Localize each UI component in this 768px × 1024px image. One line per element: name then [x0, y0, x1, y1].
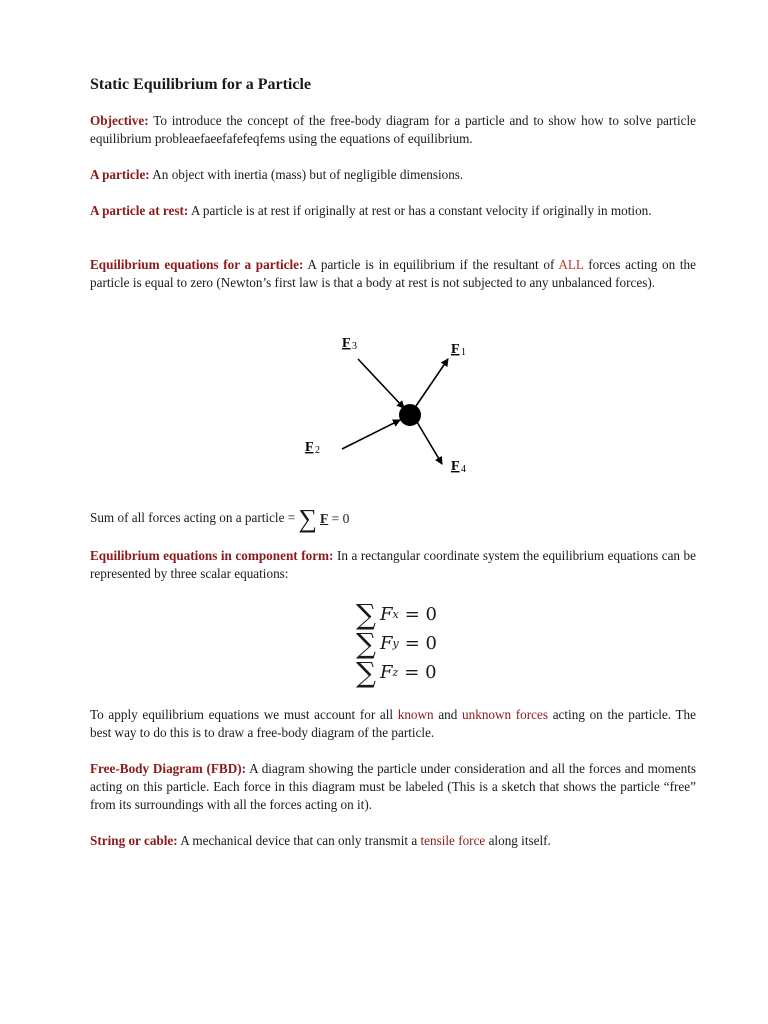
label-f1-sub: 1: [461, 347, 466, 358]
fbd-paragraph: [90, 760, 696, 814]
force-z: F: [380, 662, 393, 683]
force-diagram: [300, 326, 490, 476]
particle-at-rest-text: A particle is at rest if originally at rest or has a constant velocity if originally in motion.: [190, 203, 652, 218]
particle-at-rest-paragraph: [90, 202, 696, 220]
rest-x: = 0: [404, 604, 437, 625]
equation-x: [356, 597, 476, 631]
string-paragraph: [90, 832, 696, 850]
label-f2: F: [305, 440, 314, 455]
sigma-y: ∑: [356, 626, 376, 660]
equilibrium-text-before: A particle is in equilibrium if the resultant of: [307, 257, 555, 272]
component-form-term: Equilibrium equations in component form:: [90, 548, 334, 563]
sum-equals: = 0: [331, 510, 350, 526]
sub-x: x: [392, 608, 399, 621]
sigma-z: ∑: [356, 655, 376, 689]
sum-of-forces-line: [90, 500, 349, 537]
sum-equation: [298, 501, 349, 537]
page-title: Static Equilibrium for a Particle: [90, 76, 312, 93]
particle-text: An object with inertia (mass) but of negligible dimensions.: [152, 167, 464, 182]
component-equations: [356, 597, 476, 689]
label-f3: F: [342, 336, 351, 351]
apply-text-after: acting on the particle. The best way to do this is to draw a free-body diagram of the particle.: [90, 707, 696, 740]
label-f2-sub: 2: [315, 445, 320, 456]
label-f1: F: [451, 342, 460, 357]
force-arrow-f3: [358, 359, 404, 408]
label-f4-sub: 4: [461, 464, 466, 475]
equilibrium-highlight: ALL: [558, 257, 584, 272]
component-form-paragraph: [90, 547, 696, 583]
force-arrow-f2: [342, 420, 400, 449]
objective-term: Objective:: [90, 113, 149, 128]
objective-paragraph: [90, 112, 696, 148]
sub-z: z: [392, 666, 399, 679]
apply-text-before: To apply equilibrium equations we must account for all: [90, 707, 394, 722]
sigma-symbol: ∑: [298, 503, 318, 533]
equilibrium-paragraph: [90, 256, 696, 292]
force-arrow-f4: [417, 422, 442, 464]
equation-z: [356, 655, 476, 689]
apply-known: known: [397, 707, 434, 722]
equilibrium-text-after: forces acting on the particle is equal to zero (Newton’s first law is that a body at rest is not subjected to any unbalanced forces).: [90, 257, 697, 290]
sigma-x: ∑: [356, 597, 376, 631]
apply-paragraph: [90, 706, 696, 742]
string-text-before: A mechanical device that can only transmit a: [180, 833, 418, 848]
sum-force-symbol: F: [320, 510, 329, 526]
rest-z: = 0: [404, 662, 437, 683]
fbd-term: Free-Body Diagram (FBD):: [90, 761, 247, 776]
particle-term: A particle:: [90, 167, 150, 182]
particle-at-rest-term: A particle at rest:: [90, 203, 189, 218]
string-highlight: tensile force: [420, 833, 486, 848]
sum-line-text: Sum of all forces acting on a particle =: [90, 510, 296, 525]
equation-y: [356, 626, 476, 660]
component-form-text: In a rectangular coordinate system the equilibrium equations can be represented by three scalar equations:: [90, 548, 696, 581]
force-x: F: [380, 604, 393, 625]
force-arrow-f1: [416, 359, 448, 406]
particle-dot: [399, 404, 421, 426]
label-f4: F: [451, 459, 460, 474]
rest-y: = 0: [404, 633, 437, 654]
objective-text: To introduce the concept of the free-body diagram for a particle and to show how to solve particle equilibrium probleaefaeefafefeqfems using the equations of equilibrium.: [90, 113, 696, 146]
string-term: String or cable:: [90, 833, 178, 848]
string-text-after: along itself.: [488, 833, 551, 848]
equilibrium-term: Equilibrium equations for a particle:: [90, 257, 304, 272]
apply-and: and: [438, 707, 458, 722]
sub-y: y: [392, 637, 399, 650]
apply-unknown: unknown forces: [462, 707, 549, 722]
particle-paragraph: [90, 166, 696, 184]
force-y: F: [380, 633, 393, 654]
fbd-text: A diagram showing the particle under consideration and all the forces and moments acting on this particle. Each force in this diagram must be labeled (This is a sketch that shows the particle “free” from its surroundings with all the forces acting on it).: [90, 761, 696, 812]
label-f3-sub: 3: [352, 341, 357, 352]
